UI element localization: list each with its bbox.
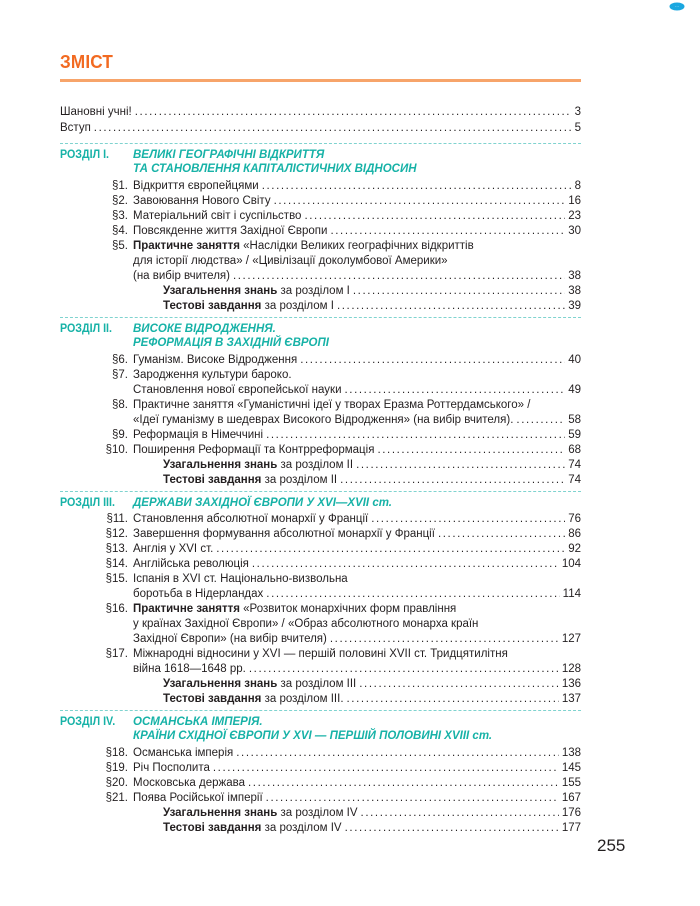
toc-page-number: 23: [568, 210, 581, 222]
paragraph-number: §8.: [112, 399, 128, 411]
tests-label: Тестові завдання: [163, 300, 262, 312]
toc-page-number: 5: [574, 122, 581, 134]
section-title: ВИСОКЕ ВІДРОДЖЕННЯ.: [133, 323, 276, 335]
page-title: ЗМІСТ: [60, 52, 114, 72]
leader-dots: [233, 269, 565, 284]
leader-dots: [345, 383, 566, 398]
summary-label: Узагальнення знань: [163, 807, 278, 819]
toc-entry[interactable]: [133, 194, 581, 209]
leader-dots: [345, 821, 559, 836]
toc-entry-text: Англія у XVI ст.: [133, 543, 214, 555]
toc-entry-text: Англійська революція: [133, 558, 249, 570]
leader-dots: [377, 443, 565, 458]
paragraph-number: §12.: [105, 528, 128, 540]
toc-entry[interactable]: [60, 121, 581, 136]
section-label: РОЗДІЛ I.: [60, 149, 110, 161]
leader-dots: [248, 776, 559, 791]
toc-page-number: 39: [568, 300, 581, 312]
toc-entry-text: Повсякденне життя Західної Європи: [133, 225, 328, 237]
section-title: КРАЇНИ СХІДНОЇ ЄВРОПИ У XVI — ПЕРШІЙ ПОЛОВИНІ XVIII ст.: [133, 730, 493, 742]
leader-dots: [330, 632, 559, 647]
toc-entry-text: Матеріальний світ і суспільство: [133, 210, 302, 222]
paragraph-number: §14.: [105, 558, 128, 570]
leader-dots: [213, 761, 559, 776]
toc-entry-line[interactable]: [133, 602, 456, 617]
toc-entry[interactable]: [133, 791, 581, 806]
toc-entry-summary[interactable]: [163, 806, 581, 821]
toc-entry[interactable]: [133, 428, 581, 443]
leader-dots: [266, 428, 565, 443]
toc-entry-text: Відкриття європейцями: [133, 180, 259, 192]
section-divider: [60, 491, 581, 492]
leader-dots: [371, 512, 565, 527]
toc-entry-line[interactable]: [133, 572, 348, 587]
paragraph-number: §13.: [105, 543, 128, 555]
leader-dots: [356, 458, 565, 473]
leader-dots: [236, 746, 559, 761]
toc-entry-text: Поширення Реформації та Контрреформація: [133, 444, 375, 456]
toc-page-number: 114: [562, 588, 581, 600]
toc-page-number: 128: [561, 663, 581, 675]
leader-dots: [353, 284, 565, 299]
tests-label: Тестові завдання: [163, 822, 262, 834]
leader-dots: [249, 662, 559, 677]
toc-entry-text: війна 1618—1648 рр.: [133, 663, 246, 675]
toc-entry[interactable]: [133, 761, 581, 776]
leader-dots: [337, 299, 565, 314]
paragraph-number: §10.: [105, 444, 128, 456]
toc-entry-text: за розділом III: [277, 678, 357, 690]
toc-entry[interactable]: [133, 179, 581, 194]
toc-entry[interactable]: [133, 632, 581, 647]
toc-page-number: 8: [574, 180, 581, 192]
toc-page-number: 104: [561, 558, 581, 570]
toc-page-number: 49: [568, 384, 581, 396]
paragraph-number: §3.: [112, 210, 128, 222]
section-divider: [60, 143, 581, 144]
toc-entry[interactable]: [133, 443, 581, 458]
leader-dots: [300, 353, 565, 368]
section-title: ДЕРЖАВИ ЗАХІДНОЇ ЄВРОПИ У XVI—XVII ст.: [133, 497, 392, 509]
toc-entry[interactable]: [133, 353, 581, 368]
section-title: РЕФОРМАЦІЯ В ЗАХІДНІЙ ЄВРОПІ: [133, 337, 329, 349]
toc-entry-text: Шановні учні!: [60, 106, 132, 118]
toc-entry-text: за розділом III.: [261, 693, 344, 705]
toc-entry-line[interactable]: [133, 398, 530, 413]
leader-dots: [359, 677, 559, 692]
toc-entry-text: Становлення нової європейської науки: [133, 384, 342, 396]
paragraph-number: §9.: [112, 429, 128, 441]
paragraph-number: §20.: [105, 777, 128, 789]
toc-page-number: 145: [561, 762, 581, 774]
toc-page-number: 86: [568, 528, 581, 540]
toc-entry-tests[interactable]: [163, 299, 581, 314]
toc-entry-line[interactable]: [133, 239, 474, 254]
leader-dots: [216, 542, 565, 557]
leader-dots: [266, 791, 559, 806]
toc-entry-text: за розділом IV: [261, 822, 342, 834]
toc-entry-text: Завоювання Нового Світу: [133, 195, 271, 207]
toc-entry[interactable]: [60, 105, 581, 120]
toc-entry[interactable]: [133, 557, 581, 572]
toc-entry[interactable]: [133, 209, 581, 224]
toc-entry-text: за розділом IV: [277, 807, 358, 819]
leader-dots: [304, 209, 565, 224]
svg-text:···: ···: [675, 4, 679, 9]
toc-entry-text: Становлення абсолютної монархії у Франції: [133, 513, 369, 525]
toc-page-number: 3: [574, 106, 581, 118]
toc-page-number: 74: [568, 459, 581, 471]
toc-entry-text: у країнах Західної Європи» / «Образ абсолютного монарха країн: [133, 618, 479, 630]
toc-entry-tests[interactable]: [163, 692, 581, 707]
toc-entry-line[interactable]: [133, 617, 478, 632]
toc-entry[interactable]: [133, 542, 581, 557]
toc-page-number: 16: [568, 195, 581, 207]
toc-entry-line[interactable]: [133, 368, 292, 383]
toc-entry-text: Зародження культури бароко.: [133, 369, 292, 381]
toc-entry[interactable]: [133, 383, 581, 398]
leader-dots: [252, 557, 559, 572]
toc-entry-text: Міжнародні відносини у XVI — першій половині XVII ст. Тридцятилітня: [133, 648, 508, 660]
toc-page-number: 74: [568, 474, 581, 486]
toc-entry[interactable]: [133, 413, 581, 428]
leader-dots: [330, 224, 565, 239]
toc-entry-text: Річ Посполита: [133, 762, 210, 774]
section-title: ВЕЛИКІ ГЕОГРАФІЧНІ ВІДКРИТТЯ: [133, 149, 325, 161]
toc-page-number: 68: [568, 444, 581, 456]
toc-page-number: 92: [568, 543, 581, 555]
toc-entry-line[interactable]: [133, 254, 448, 269]
toc-entry-summary[interactable]: [163, 284, 581, 299]
toc-entry-text: Османська імперія: [133, 747, 234, 759]
toc-entry-text: Московська держава: [133, 777, 245, 789]
paragraph-number: §4.: [112, 225, 128, 237]
leader-dots: [438, 527, 565, 542]
paragraph-number: §5.: [112, 240, 128, 252]
toc-entry-text: Гуманізм. Високе Відродження: [133, 354, 298, 366]
toc-entry-text: Поява Російської імперії: [133, 792, 263, 804]
paragraph-number: §18.: [105, 747, 128, 759]
summary-label: Узагальнення знань: [163, 459, 278, 471]
toc-entry-summary[interactable]: [163, 677, 581, 692]
paragraph-number: §11.: [106, 513, 128, 525]
toc-entry-text: за розділом I: [277, 285, 350, 297]
toc-entry-text: (на вибір вчителя): [133, 270, 230, 282]
toc-page-number: 167: [561, 792, 581, 804]
leader-dots: [340, 473, 565, 488]
toc-entry-text: «Наслідки Великих географічних відкриттів: [239, 240, 474, 252]
toc-entry-summary[interactable]: [163, 458, 581, 473]
toc-entry-text: боротьба в Нідерландах: [133, 588, 264, 600]
toc-entry[interactable]: [133, 224, 581, 239]
toc-entry[interactable]: [133, 587, 581, 602]
section-title: ТА СТАНОВЛЕННЯ КАПІТАЛІСТИЧНИХ ВІДНОСИН: [133, 163, 417, 175]
toc-entry[interactable]: [133, 269, 581, 284]
paragraph-number: §17.: [105, 648, 128, 660]
toc-entry-text: за розділом II: [277, 459, 354, 471]
toc-entry-text: Західної Європи» (на вибір вчителя): [133, 633, 327, 645]
paragraph-number: §15.: [105, 573, 128, 585]
toc-entry-text: Реформація в Німеччині: [133, 429, 264, 441]
toc-page-number: 138: [561, 747, 581, 759]
toc-entry-line[interactable]: [133, 647, 508, 662]
section-label: РОЗДІЛ III.: [60, 497, 115, 509]
toc-page-number: 59: [568, 429, 581, 441]
toc-page-number: 30: [568, 225, 581, 237]
tests-label: Тестові завдання: [163, 693, 262, 705]
toc-entry-text: «Ідеї гуманізму в шедеврах Високого Відродження» (на вибір вчителя).: [133, 414, 514, 426]
toc-page-number: 58: [568, 414, 581, 426]
section-title: ОСМАНСЬКА ІМПЕРІЯ.: [133, 716, 263, 728]
leader-dots: [361, 806, 559, 821]
practical-label: Практичне заняття: [133, 240, 240, 252]
leader-dots: [347, 692, 559, 707]
summary-label: Узагальнення знань: [163, 678, 278, 690]
toc-entry-text: Практичне заняття «Гуманістичні ідеї у творах Еразма Роттердамського» /: [133, 399, 531, 411]
toc-page-number: 136: [561, 678, 581, 690]
leader-dots: [516, 413, 565, 428]
paragraph-number: §6.: [112, 354, 128, 366]
paragraph-number: §2.: [112, 195, 128, 207]
paragraph-number: §16.: [105, 603, 128, 615]
summary-label: Узагальнення знань: [163, 285, 278, 297]
paragraph-number: §21.: [105, 792, 128, 804]
toc-entry-text: Вступ: [60, 122, 91, 134]
publisher-logo-icon: [669, 2, 685, 11]
toc-page-number: 127: [561, 633, 581, 645]
leader-dots: [262, 179, 572, 194]
paragraph-number: §19.: [105, 762, 128, 774]
toc-entry-text: за розділом I: [261, 300, 334, 312]
toc-page-number: 38: [568, 270, 581, 282]
toc-page-number: 137: [561, 693, 581, 705]
toc-entry-tests[interactable]: [163, 473, 581, 488]
section-divider: [60, 317, 581, 318]
toc-page-number: 38: [568, 285, 581, 297]
toc-entry-text: «Розвиток монархічних форм правління: [239, 603, 457, 615]
toc-page-number: 76: [568, 513, 581, 525]
toc-entry-text: за розділом II: [261, 474, 338, 486]
title-underline: [60, 79, 581, 82]
paragraph-number: §7.: [112, 369, 128, 381]
practical-label: Практичне заняття: [133, 603, 240, 615]
toc-entry[interactable]: [133, 776, 581, 791]
toc-entry[interactable]: [133, 512, 581, 527]
toc-entry[interactable]: [133, 746, 581, 761]
section-label: РОЗДІЛ II.: [60, 323, 112, 335]
toc-entry-text: Іспанія в XVI ст. Національно-визвольна: [133, 573, 348, 585]
toc-entry-text: Завершення формування абсолютної монархії у Франції: [133, 528, 435, 540]
toc-entry[interactable]: [133, 527, 581, 542]
toc-page-number: 176: [561, 807, 581, 819]
toc-entry[interactable]: [133, 662, 581, 677]
leader-dots: [94, 121, 572, 136]
section-label: РОЗДІЛ IV.: [60, 716, 116, 728]
leader-dots: [266, 587, 559, 602]
toc-page-number: 177: [561, 822, 581, 834]
tests-label: Тестові завдання: [163, 474, 262, 486]
section-divider: [60, 710, 581, 711]
paragraph-number: §1.: [112, 180, 128, 192]
toc-page-number: 155: [561, 777, 581, 789]
page-number: 255: [597, 836, 626, 855]
toc-page-number: 40: [568, 354, 581, 366]
leader-dots: [274, 194, 566, 209]
leader-dots: [135, 105, 572, 120]
toc-entry-text: для історії людства» / «Цивілізації доколумбової Америки»: [133, 255, 448, 267]
toc-entry-tests[interactable]: [163, 821, 581, 836]
